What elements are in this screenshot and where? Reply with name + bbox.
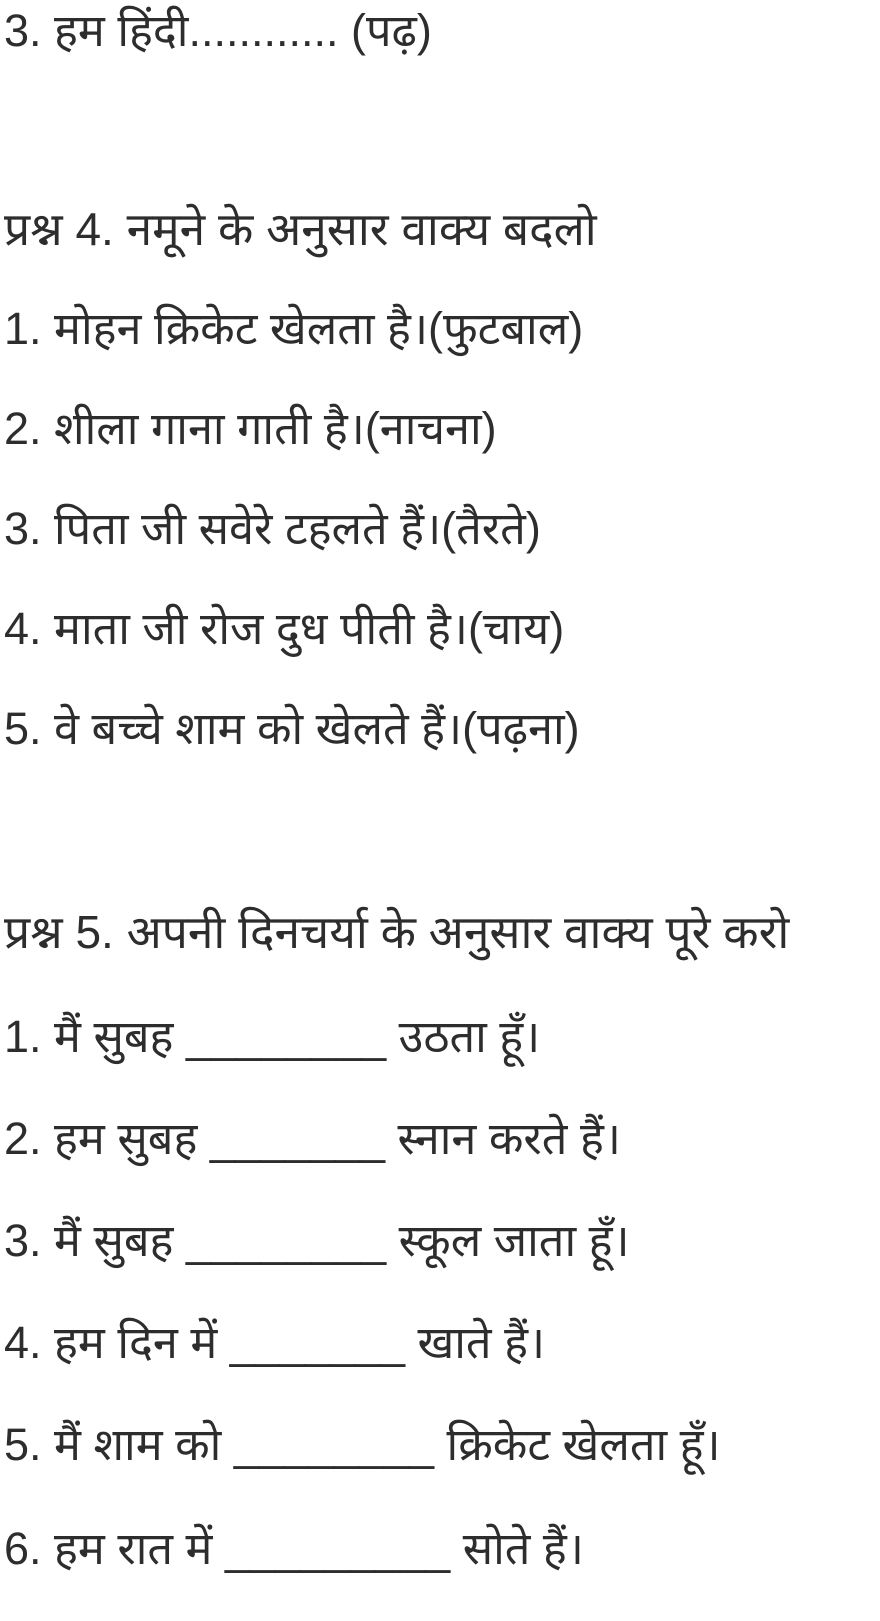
question-5-item-6: 6. हम रात में _________ सोते हैं।	[4, 1523, 584, 1574]
exercise-3-fill-line: 3. हम हिंदी............ (पढ़)	[4, 5, 432, 56]
question-5-item-2: 2. हम सुबह _______ स्नान करते हैं।	[4, 1113, 621, 1164]
question-5-item-3: 3. मैं सुबह ________ स्कूल जाता हूँ।	[4, 1215, 630, 1266]
question-4-heading: प्रश्न 4. नमूने के अनुसार वाक्य बदलो	[4, 203, 597, 255]
question-5-item-1: 1. मैं सुबह ________ उठता हूँ।	[4, 1011, 541, 1062]
question-4-item-3: 3. पिता जी सवेरे टहलते हैं।(तैरते)	[4, 503, 541, 554]
question-5-item-4: 4. हम दिन में _______ खाते हैं।	[4, 1317, 546, 1368]
question-4-item-2: 2. शीला गाना गाती है।(नाचना)	[4, 403, 497, 454]
question-4-item-5: 5. वे बच्चे शाम को खेलते हैं।(पढ़ना)	[4, 703, 580, 754]
question-4-item-1: 1. मोहन क्रिकेट खेलता है।(फुटबाल)	[4, 303, 584, 354]
question-5-heading: प्रश्न 5. अपनी दिनचर्या के अनुसार वाक्य पूरे करो	[4, 906, 790, 958]
question-4-item-4: 4. माता जी रोज दुध पीती है।(चाय)	[4, 603, 565, 654]
question-5-item-5: 5. मैं शाम को ________ क्रिकेट खेलता हूँ।	[4, 1419, 721, 1470]
